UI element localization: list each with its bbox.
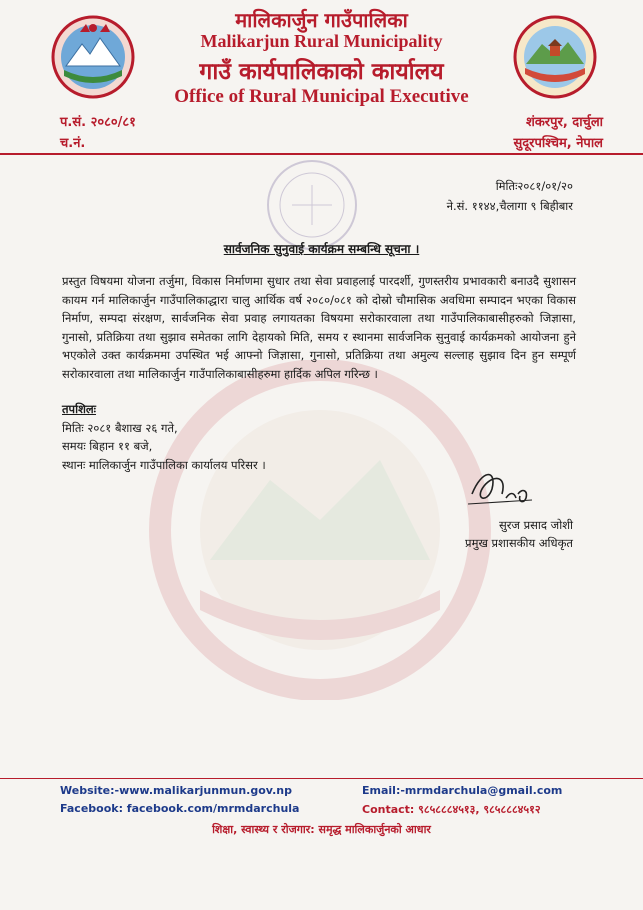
detail-date: मितिः २०८१ बैशाख २६ गते, xyxy=(62,420,178,435)
municipality-name-en: Malikarjun Rural Municipality xyxy=(200,31,443,51)
office-name-en: Office of Rural Municipal Executive xyxy=(174,86,469,107)
footer-website[interactable]: Website:-www.malikarjunmun.gov.np xyxy=(60,784,292,797)
footer-contact: Contact: ९८५८८८४५१३, ९८५८८८४५१२ xyxy=(362,803,541,816)
signature xyxy=(462,464,542,514)
fiscal-year: प.सं. २०८०/८१ xyxy=(60,115,136,130)
signer-block xyxy=(465,516,573,552)
signer-name: सुरज प्रसाद जोशी xyxy=(498,518,573,532)
letter-body: प्रस्तुत विषयमा योजना तर्जुमा, विकास निर्माणमा सुधार तथा सेवा प्रवाहलाई पारदर्शी, गुणस्तरीय प्रभावकारी बनाउदै सुशासन कायम गर्न मालिकार्जुन गाउँपालिकाद्धारा चालु आर्थिक वर्ष २०८०/०८१ को दोस्रो चौमासिक अवधिमा सम्पादन भएका विकास निर्माण, सम्पदा संरक्षण, सार्वजनिक सेवा प्रवाह लगायतका विषयमा सरोकारवाला तथा गाउँपालिकाबासीहरुको जिज्ञासा, गुनासो, प्रतिक्रिया तथा सुझाव समेतका लागि देहायको मिति, समय र स्थानमा सार्वजनिक सुनुवाई कार्यक्रमको आयोजना हुने भएकोले उक्त कार्यक्रममा उपस्थित भई आफ्नो जिज्ञासा, गुनासो, प्रतिक्रिया तथा अमुल्य सल्लाह सुझाव दिन हुन सम्पूर्ण सरोकारवाला तथा मालिकार्जुन गाउँपालिकाबासीहरुमा हार्दिक अपिल गरिन्छ । xyxy=(62,274,576,381)
letter-date: मितिः२०८१/०१/२० xyxy=(495,179,573,193)
footer-divider xyxy=(0,778,643,779)
municipality-name-np: मालिकार्जुन गाउँपालिका xyxy=(235,8,408,32)
footer-facebook[interactable]: Facebook: facebook.com/mrmdarchula xyxy=(60,802,300,815)
event-details xyxy=(62,400,266,474)
address-line-2: सुदूरपश्चिम, नेपाल xyxy=(513,136,603,151)
detail-time: समयः बिहान ११ बजे, xyxy=(62,439,153,453)
letter-subject xyxy=(0,240,643,257)
details-heading: तपशिलः xyxy=(62,402,97,416)
date-block xyxy=(447,176,573,216)
office-name-np: गाउँ कार्यपालिकाको कार्यालय xyxy=(199,59,444,85)
nepal-samvat-date: ने.सं. ११४४,चैलागा ९ बिहीबार xyxy=(446,199,573,213)
subject-text: सार्वजनिक सुनुवाई कार्यक्रम सम्बन्धि सूचना । xyxy=(223,242,420,256)
address-line-1: शंकरपुर, दार्चुला xyxy=(525,115,603,130)
serial-number: च.नं. xyxy=(60,136,86,151)
footer-email[interactable]: Email:-mrmdarchula@gmail.com xyxy=(362,784,563,797)
footer-tagline: शिक्षा, स्वास्थ्य र रोजगार: समृद्ध मालिकार्जुनको आधार xyxy=(212,823,431,836)
signer-title: प्रमुख प्रशासकीय अधिकृत xyxy=(465,536,573,550)
detail-place: स्थानः मालिकार्जुन गाउँपालिका कार्यालय परिसर । xyxy=(62,457,266,472)
